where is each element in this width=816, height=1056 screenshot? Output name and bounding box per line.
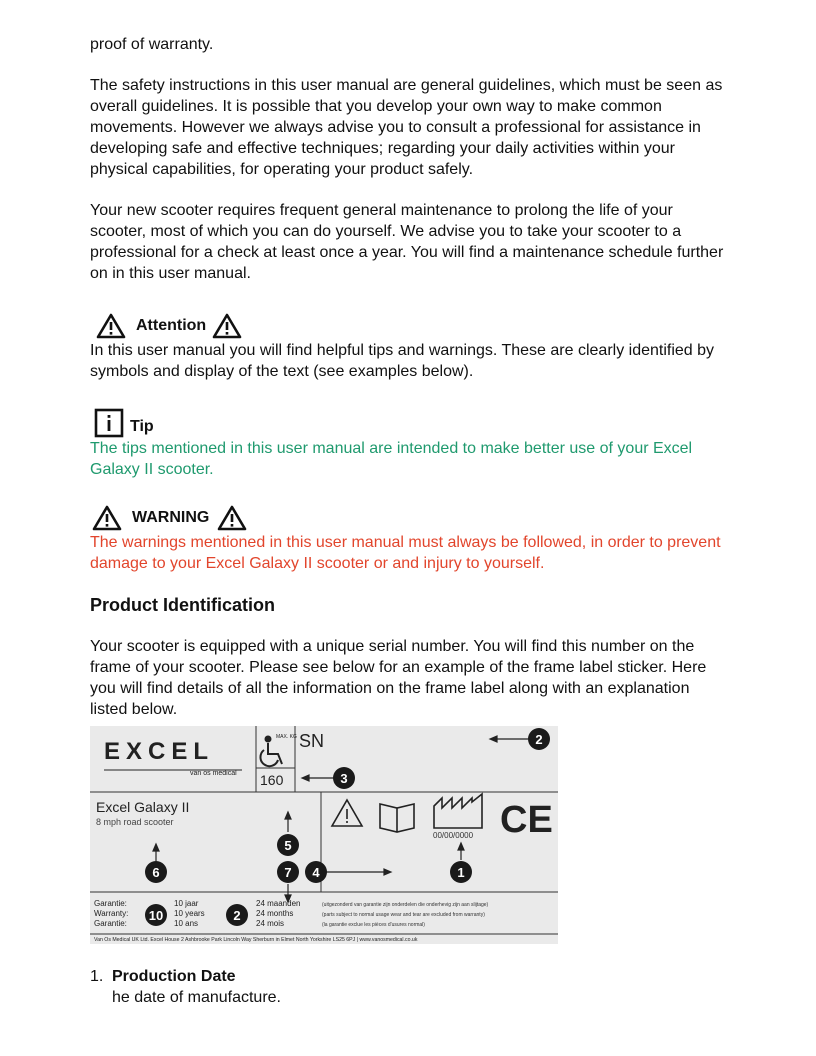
- label-max-value: 160: [260, 772, 284, 788]
- warranty-label-3: Garantie:: [94, 919, 127, 928]
- label-brand: EXCEL: [104, 738, 215, 765]
- frame-years-1: 10 jaar: [174, 899, 199, 908]
- warning-triangle-icon: [96, 312, 126, 340]
- tip-title: Tip: [130, 418, 154, 435]
- page-content: [90, 34, 730, 720]
- label-max-kg: MAX. KG: [276, 734, 297, 740]
- attention-text: In this user manual you will find helpful tips and warnings. These are clearly identified by symbols and display of the text (see examples below).: [90, 342, 715, 380]
- parts-note-1: (uitgezonderd van garantie zijn onderdelen die onderhevig zijn aan slijtage): [322, 902, 489, 908]
- attention-title: Attention: [136, 317, 207, 334]
- svg-text:1: 1: [457, 865, 465, 880]
- warning-triangle-icon: [217, 504, 247, 532]
- label-date: 00/00/0000: [433, 831, 474, 840]
- parts-months-2: 24 months: [256, 909, 294, 918]
- product-identification-heading: Product Identification: [90, 595, 276, 615]
- label-model: Excel Galaxy II: [96, 799, 190, 815]
- list-description: he date of manufacture.: [112, 989, 281, 1006]
- paragraph-warranty: proof of warranty.: [90, 36, 214, 53]
- warranty-label-1: Garantie:: [94, 899, 127, 908]
- svg-text:6: 6: [152, 865, 160, 880]
- paragraph-safety: The safety instructions in this user manual are general guidelines, which must be seen as overall guidelines. It is possible that you develop your own way to make common movements. However we always advise you to consult a professional for assistance in developing safe and effective techniques; regarding your daily activities within your physical capabilities, for operating your product safely.: [90, 77, 723, 178]
- svg-text:4: 4: [312, 865, 320, 880]
- svg-text:2: 2: [535, 732, 543, 747]
- callout-1: [450, 861, 472, 883]
- list-number: 1.: [90, 968, 104, 985]
- info-icon: [94, 408, 124, 438]
- warning-triangle-icon: [212, 312, 242, 340]
- parts-note-3: (la garantie exclue les pièces d'usures normal): [322, 922, 425, 928]
- callout-6: [145, 861, 167, 883]
- parts-months-3: 24 mois: [256, 919, 285, 928]
- svg-text:3: 3: [340, 771, 348, 786]
- warning-triangle-icon: [92, 504, 122, 532]
- svg-text:5: 5: [284, 838, 292, 853]
- warning-text: The warnings mentioned in this user manual must always be followed, in order to prevent damage to your Excel Galaxy II scooter or and injury to yourself.: [90, 534, 721, 572]
- frame-warranty-number: 10: [148, 908, 164, 923]
- label-sn: SN: [299, 731, 325, 751]
- parts-months-1: 24 maanden: [256, 899, 301, 908]
- parts-warranty-number: 2: [233, 908, 241, 923]
- frame-years-2: 10 years: [174, 909, 205, 918]
- list-title: Production Date: [112, 968, 236, 985]
- ce-mark-icon: CE: [500, 799, 553, 841]
- frame-years-3: 10 ans: [174, 919, 199, 928]
- label-model-sub: 8 mph road scooter: [96, 817, 174, 827]
- label-footer: Van Os Medical UK Ltd. Excel House 2 Ashbrooke Park Lincoln Way Sherburn in Elmet North Yorkshire LS25 6PJ | www.vanosmedical.co.uk: [94, 937, 418, 943]
- callout-2: [528, 728, 550, 750]
- explanation-list: [90, 966, 730, 1008]
- svg-text:7: 7: [284, 865, 292, 880]
- warranty-label-2: Warranty:: [94, 909, 129, 918]
- list-item: [90, 966, 730, 987]
- frame-label-illustration: [90, 726, 558, 944]
- label-sub-brand: van os medical: [190, 770, 237, 777]
- paragraph-maintenance: Your new scooter requires frequent general maintenance to prolong the life of your scooter, most of which you can do yourself. We advise you to take your scooter to a professional for a check at least once a year. You will find a maintenance schedule further on in this user manual.: [90, 202, 724, 282]
- product-identification-text: Your scooter is equipped with a unique serial number. You will find this number on the frame of your scooter. Please see below for an example of the frame label sticker. Here you will find details of all the information on the frame label along with an explanation listed below.: [90, 638, 707, 718]
- parts-note-2: (parts subject to normal usage wear and tear are excluded from warranty): [322, 912, 485, 918]
- callout-5: [277, 834, 299, 856]
- tip-text: The tips mentioned in this user manual are intended to make better use of your Excel Galaxy II scooter.: [90, 440, 693, 478]
- warning-title: WARNING: [132, 509, 210, 526]
- callout-3: [333, 767, 355, 789]
- warning-header: [90, 504, 730, 532]
- callout-7: [277, 861, 299, 883]
- tip-header: [90, 408, 730, 438]
- attention-header: [90, 312, 730, 340]
- callout-4: [305, 861, 327, 883]
